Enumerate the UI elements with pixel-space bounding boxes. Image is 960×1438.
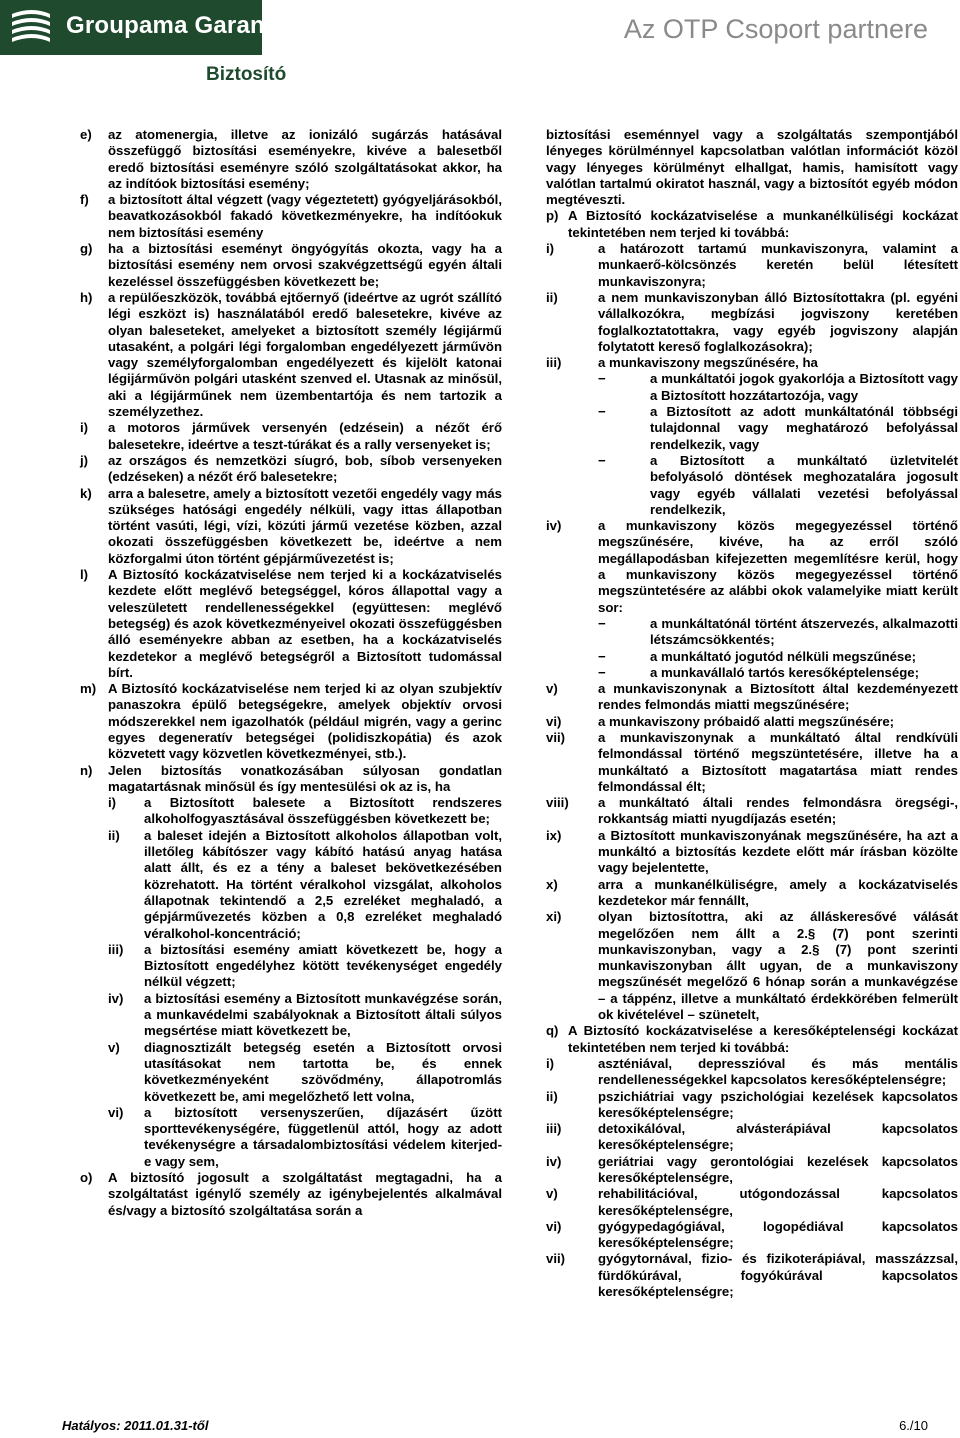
item-label: iii) — [546, 1121, 562, 1137]
groupama-logo-icon — [8, 4, 54, 50]
sublist-item — [546, 518, 958, 616]
list-item-h — [80, 290, 502, 420]
item-text: geriátriai vagy gerontológiai kezelések kapcsolatos keresőképtelenségre, — [598, 1153, 958, 1185]
sublist-item — [546, 795, 958, 828]
item-text: a Biztosított az adott munkáltatónál többségi tulajdonnal vagy meghatározó befolyással rendelkezik, vagy — [650, 404, 958, 452]
dash-item — [598, 616, 958, 649]
item-label: p) — [546, 208, 559, 224]
dash-bullet: − — [598, 371, 606, 387]
item-text: gyógypedagógiával, logopédiával kapcsolatos keresőképtelenségre; — [598, 1218, 958, 1251]
item-label: j) — [80, 452, 89, 468]
item-label: vi) — [108, 1104, 124, 1120]
item-text: A Biztosító kockázatviselése nem terjed ki az olyan szubjektív panaszokra épülő betegségekre, amelyek objektív orvosi módszerekkel nem igazolhatók (például migrén, vagy a gerinc egyes degeneratív betegségei (polidiszkopátia) és azok közvetett vagy közvetlen következményei, stb.). — [108, 681, 502, 762]
list-item-j — [80, 453, 502, 486]
item-text: a Biztosított munkaviszonyának megszűnésére, ha azt a munkáltó a biztosítás kezdete előtt már írásban közölte vagy bejelentette, — [598, 827, 958, 876]
item-label: v) — [108, 1039, 120, 1055]
item-text: az országos és nemzetközi síugró, bob, síbob versenyeken (edzéseken) a nézőt érő balesetekre; — [108, 452, 502, 485]
item-text: a repülőeszközök, továbbá ejtőernyő (ideértve az ugrót szállító légi eszközt is) használatából eredő balesetekre, kivéve az olyan baleseteket, amelyeket a biztosított személy légijármű utasaként, a polgári légi forgalomban engedélyezett járművön vagy személyforgalomban engedélyezett és kijelölt katonai légijárművön polgári utasként szenved el. Utasnak az minősül, aki a légijárműnek nem üzembentartója és nem tartozik a személyzethez. — [108, 289, 502, 420]
right-column — [546, 127, 958, 1300]
list-item-o — [80, 1170, 502, 1219]
item-label: x) — [546, 876, 558, 892]
dash-item — [598, 371, 958, 404]
item-text: a munkaviszony közös megegyezéssel történő megszűnésére, kivéve, ha az erről szóló megállapodásban kifejezetten megemlítésre kerül, hogy a munkaviszony közös megegyezéssel történő megszüntetésére az alábbi okok valamelyike miatt került sor: — [598, 518, 958, 615]
item-text: A biztosító jogosult a szolgáltatást megtagadni, ha a szolgáltatást igénylő személy az igénybejelentés alkalmával és/vagy a biztosító szolgáltatása során a — [108, 1170, 502, 1218]
item-text: a munkáltató jogutód nélküli megszűnése; — [650, 648, 916, 664]
item-label: l) — [80, 567, 89, 583]
sublist-item — [108, 1105, 502, 1170]
item-label: ix) — [546, 827, 562, 843]
list-item-n — [80, 763, 502, 796]
groupama-logo — [0, 0, 299, 55]
sublist-item — [546, 241, 958, 290]
item-label: i) — [546, 241, 555, 257]
item-text: a biztosítási esemény amiatt következett be, hogy a Biztosított engedélyhez kötött tevékenységet engedély nélkül végzett; — [144, 941, 502, 990]
sublist-item — [546, 1121, 958, 1154]
list-item-i — [80, 420, 502, 453]
item-text: az atomenergia, illetve az ionizáló sugárzás hatásával összefüggő biztosítási eseményekre, kivéve a balesetből eredő biztosítási eseményre szóló szolgáltatásokat akkor, ha az indítóok biztosítási esemény; — [108, 127, 502, 191]
sublist-item — [108, 942, 502, 991]
item-text: olyan biztosítottra, aki az álláskeresővé válását megelőzően nem állt a 2.§ (7) pont szerinti munkaviszonyban, vagy a 2.§ (7) pont szerinti munkaviszonyban állt ugyan, de a munkaviszony megszűnését megelőző 6 hónap során a munkavégzése – a táppénz, illetve a munkáltató érdekkörében felmerült ok kivételével – szünetelt, — [598, 909, 958, 1023]
item-text: a munkaviszonynak a munkáltató által rendkívüli felmondással történő megszüntetésére, illetve ha a munkáltató a Biztosított magatartása miatt rendes felmondással élt; — [598, 729, 958, 794]
sublist-item — [546, 877, 958, 910]
sublist-item — [546, 714, 958, 730]
left-column — [80, 127, 502, 1219]
list-item-k — [80, 486, 502, 567]
item-text: a munkaviszony megszűnésére, ha — [598, 355, 818, 371]
item-label: k) — [80, 485, 92, 501]
item-text: a biztosítási esemény a Biztosított munkavégzése során, a munkavédelmi szabályoknak a Biztosított általi súlyos megsértése miatt következett be, — [144, 990, 502, 1039]
item-text: A Biztosító kockázatviselése a munkanélküliségi kockázat tekintetében nem terjed ki továbbá: — [568, 208, 958, 240]
item-text: a munkavállaló tartós keresőképtelensége; — [650, 664, 919, 680]
list-item-g — [80, 241, 502, 290]
sublist-item — [546, 1056, 958, 1089]
sublist-item — [546, 909, 958, 1023]
item-text: a nem munkaviszonyban álló Biztosítottakra (pl. egyéni vállalkozókra, megbízási jogviszony keretében foglalkoztatottakra, vagy egyéb jogviszony alapján folytatott kereső foglalkozásokra); — [598, 289, 958, 354]
item-label: xi) — [546, 909, 562, 925]
item-label: vi) — [546, 1218, 562, 1234]
item-label: vii) — [546, 729, 566, 745]
sublist-item — [546, 1186, 958, 1219]
item-text: a munkáltatói jogok gyakorlója a Biztosított vagy a Biztosított hozzátartozója, vagy — [650, 371, 958, 403]
item-text: a baleset idején a Biztosított alkoholos állapotban volt, illetőleg kábítószer vagy kábító hatású anyag hatása alatt állt, és ez a tény a baleset bekövetkezésében közrehatott. Ha történt véralkohol vizsgálat, alkoholos állapotnak tekintendő a 2,5 ezreléket meghaladó, a gépjárművezetés közben a 0,8 ezreléket meghaladó véralkohol-koncentráció; — [144, 827, 502, 941]
list-item-m — [80, 681, 502, 762]
item-text: gyógytornával, fizio- és fizikoterápiával, masszázzsal, fürdőkúrával, fogyókúrával kapcsolatos keresőképtelenségre; — [598, 1251, 958, 1300]
sublist-item — [546, 1251, 958, 1300]
item-label: vii) — [546, 1251, 566, 1267]
item-text: diagnosztizált betegség esetén a Biztosított orvosi utasításokat nem tartotta be, és ennek következményeként szövődmény, állapotromlás következett be, ami megelőzhető lett volna, — [144, 1039, 502, 1104]
item-label: ii) — [108, 827, 120, 843]
item-text: A Biztosító kockázatviselése nem terjed ki a kockázatviselés kezdete előtt meglévő betegséggel, kóros állapottal vagy a veleszületett rendellenességekkel (együttesen: meglévő betegség) és azok következményeivel okozati összefüggésben álló eseményekre abban az esetben, ha a kockázatviselés kezdetekor a meglévő betegségről a Biztosított tudomással bírt. — [108, 567, 502, 680]
item-label: m) — [80, 681, 97, 697]
list-item-e — [80, 127, 502, 192]
dash-bullet: − — [598, 615, 606, 631]
item-text: pszichiátriai vagy pszichológiai kezelések kapcsolatos keresőképtelenségre; — [598, 1088, 958, 1120]
item-label: i) — [80, 420, 89, 436]
item-text: detoxikálóval, alvásterápiával kapcsolatos keresőképtelenségre; — [598, 1121, 958, 1153]
dash-bullet: − — [598, 404, 606, 420]
sublist-item — [546, 730, 958, 795]
continued-paragraph: biztosítási eseménnyel vagy a szolgáltatás szempontjából lényeges körülménnyel kapcsolatban valótlan információt közöl vagy lényeges körülményt elhallgat, hamis, hamisított vagy valótlan tartalmú okiratot használ, vagy a biztosítót egyéb módon megtéveszti. — [546, 127, 958, 208]
list-item-q — [546, 1023, 958, 1056]
item-label: ii) — [546, 1088, 558, 1104]
item-text: a határozott tartamú munkaviszonyra, valamint a munkaerő-kölcsönzés keretén belül létesített munkaviszonyra; — [598, 241, 958, 289]
dash-bullet: − — [598, 452, 606, 468]
item-label: v) — [546, 681, 558, 697]
sublist-item — [546, 1219, 958, 1252]
logo-text: Groupama Garancia — [66, 12, 299, 39]
dash-bullet: − — [598, 648, 606, 664]
item-text: a munkaviszonynak a Biztosított által kezdeményezett rendes felmondás miatti megszűnésére; — [598, 681, 958, 713]
item-label: iii) — [546, 355, 562, 371]
list-item-p — [546, 208, 958, 241]
item-label: iv) — [546, 518, 562, 534]
sublist-item — [108, 795, 502, 828]
item-text: a motoros járművek versenyén (edzésein) a nézőt érő balesetekre, ideértve a teszt-túrákat és a rally versenyeket is; — [108, 420, 502, 452]
item-label: i) — [546, 1055, 555, 1071]
item-label: o) — [80, 1170, 93, 1185]
item-label: i) — [108, 795, 117, 811]
item-text: A Biztosító kockázatviselése a keresőképtelenségi kockázat tekintetében nem terjed ki továbbá: — [568, 1023, 958, 1055]
sublist-item — [108, 991, 502, 1040]
item-label: e) — [80, 127, 92, 142]
logo-subtitle: Biztosító — [206, 64, 287, 85]
item-text: a munkáltatónál történt átszervezés, alkalmazotti létszámcsökkentés; — [650, 615, 958, 648]
sublist-item — [546, 290, 958, 355]
page-number: 6./10 — [899, 1418, 928, 1433]
item-text: a Biztosított a munkáltató üzletvitelét befolyásoló döntések meghozatalára jogosult vagy egyéb vállalati vezetési befolyással rendelkezik, — [650, 452, 958, 517]
item-label: ii) — [546, 289, 558, 305]
dash-bullet: − — [598, 664, 606, 680]
sublist-item — [546, 1089, 958, 1122]
item-text: arra a balesetre, amely a biztosított vezetői engedély vagy más szükséges hatósági engedély nélküli, vagy ittas állapotban történt vasúti, légi, vízi, közúti jármű vezetése közben, azzal okozati összefüggésben következett be, ideértve a nem közforgalmi úton történt gépjárművezetést is; — [108, 485, 502, 566]
sublist-item — [546, 681, 958, 714]
list-item-f — [80, 192, 502, 241]
dash-item — [598, 404, 958, 453]
dash-item — [598, 665, 958, 681]
item-label: h) — [80, 289, 93, 305]
item-label: v) — [546, 1186, 558, 1202]
sublist-item — [108, 828, 502, 942]
item-label: viii) — [546, 795, 569, 811]
item-text: a biztosított versenyszerűen, díjazásért űzött sporttevékenységére, függetlenül attól, hogy az adott tevékenységre a társadalombiztosítási védelem kiterjed-e vagy sem, — [144, 1104, 502, 1169]
item-text: a Biztosított balesete a Biztosított rendszeres alkoholfogyasztásával összefüggésben következett be; — [144, 795, 502, 827]
sublist-item — [546, 355, 958, 371]
item-label: g) — [80, 241, 93, 257]
item-text: ha a biztosítási eseményt öngyógyítás okozta, vagy ha a biztosítási esemény nem orvosi szakvégzettségű egyén általi kezeléssel összefüggésben következett be; — [108, 241, 502, 289]
item-label: q) — [546, 1023, 559, 1039]
page-header — [0, 0, 960, 95]
item-text: aszténiával, depresszióval és más mentális rendellenességekkel kapcsolatos keresőképtelenségre; — [598, 1055, 958, 1088]
item-label: iv) — [546, 1153, 562, 1169]
dash-item — [598, 649, 958, 665]
item-label: vi) — [546, 713, 562, 729]
item-text: Jelen biztosítás vonatkozásában súlyosan gondatlan magatartásnak minősül és így mentesülési ok az is, ha — [108, 762, 502, 794]
sublist-item — [108, 1040, 502, 1105]
effective-date: Hatályos: 2011.01.31-től — [62, 1418, 209, 1433]
sublist-item — [546, 828, 958, 877]
dash-item — [598, 453, 958, 518]
item-label: f) — [80, 192, 89, 208]
item-label: iii) — [108, 941, 124, 957]
list-item-l — [80, 567, 502, 681]
item-text: arra a munkanélküliségre, amely a kockázatviselés kezdetekor már fennállt, — [598, 876, 958, 908]
item-label: iv) — [108, 990, 124, 1006]
item-text: a munkáltató általi rendes felmondásra öregségi-, rokkantság miatti nyugdíjazás esetén; — [598, 795, 958, 827]
partner-tagline: Az OTP Csoport partnere — [623, 14, 928, 44]
item-label: n) — [80, 762, 93, 778]
item-text: rehabilitációval, utógondozással kapcsolatos keresőképtelenségre, — [598, 1186, 958, 1218]
item-text: a munkaviszony próbaidő alatti megszűnésére; — [598, 713, 895, 729]
sublist-item — [546, 1154, 958, 1187]
item-text: a biztosított által végzett (vagy végeztetett) gyógyeljárásokból, beavatkozásokból fakadó következményekre, ha indítóokuk nem biztosítási esemény — [108, 192, 502, 240]
